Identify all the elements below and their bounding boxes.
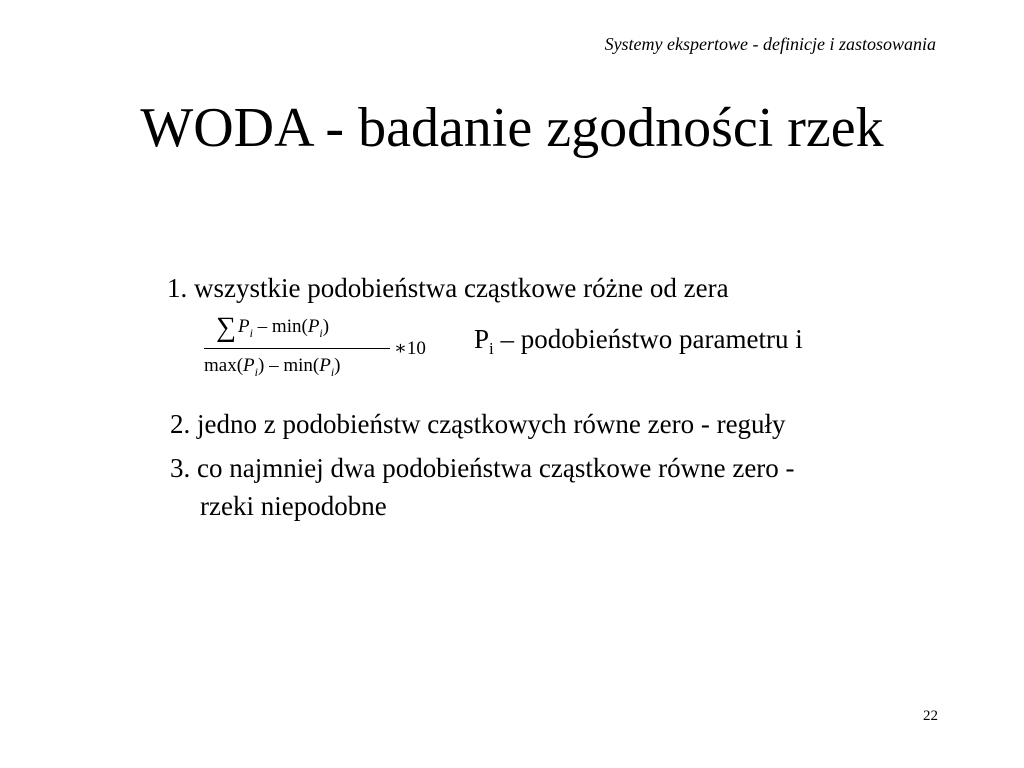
- page-number: 22: [923, 708, 938, 724]
- var-p: P: [319, 355, 331, 376]
- formula-numerator: [216, 312, 329, 344]
- formula-text: ): [322, 316, 330, 337]
- formula-text: ) – min(: [258, 355, 320, 376]
- formula-text: – min(: [252, 316, 308, 337]
- sigma-symbol: ∑: [216, 312, 236, 343]
- list-item-3-continuation: rzeki niepodobne: [200, 491, 387, 521]
- var-p: P: [307, 316, 320, 337]
- list-item-3: 3. co najmniej dwa podobieństwa cząstkowe równe zero -: [170, 453, 795, 483]
- list-item-2: 2. jedno z podobieństw cząstkowych równe zero - reguły: [170, 409, 786, 439]
- formula-text: ): [334, 355, 341, 376]
- var-p: P: [243, 355, 255, 376]
- similarity-formula: [200, 312, 440, 384]
- slide-header: Systemy ekspertowe - definicje i zastosowania: [604, 34, 936, 54]
- formula-text: max(: [204, 355, 244, 376]
- p-subscript: i: [489, 339, 494, 358]
- formula-multiplier: ∗10: [394, 338, 426, 359]
- var-subscript: i: [330, 365, 335, 379]
- p-symbol: P: [474, 324, 490, 354]
- p-definition-text: – podobieństwo parametru i: [493, 324, 803, 354]
- list-item-1: 1. wszystkie podobieństwa cząstkowe różne od zera: [167, 273, 729, 303]
- formula-denominator: [204, 355, 341, 380]
- var-p: P: [237, 316, 250, 337]
- var-subscript: i: [254, 365, 258, 379]
- var-subscript: i: [319, 326, 323, 340]
- p-definition: [474, 324, 803, 359]
- slide-title: WODA - badanie zgodności rzek: [140, 97, 884, 159]
- var-subscript: i: [249, 326, 253, 340]
- fraction-bar: [204, 348, 390, 349]
